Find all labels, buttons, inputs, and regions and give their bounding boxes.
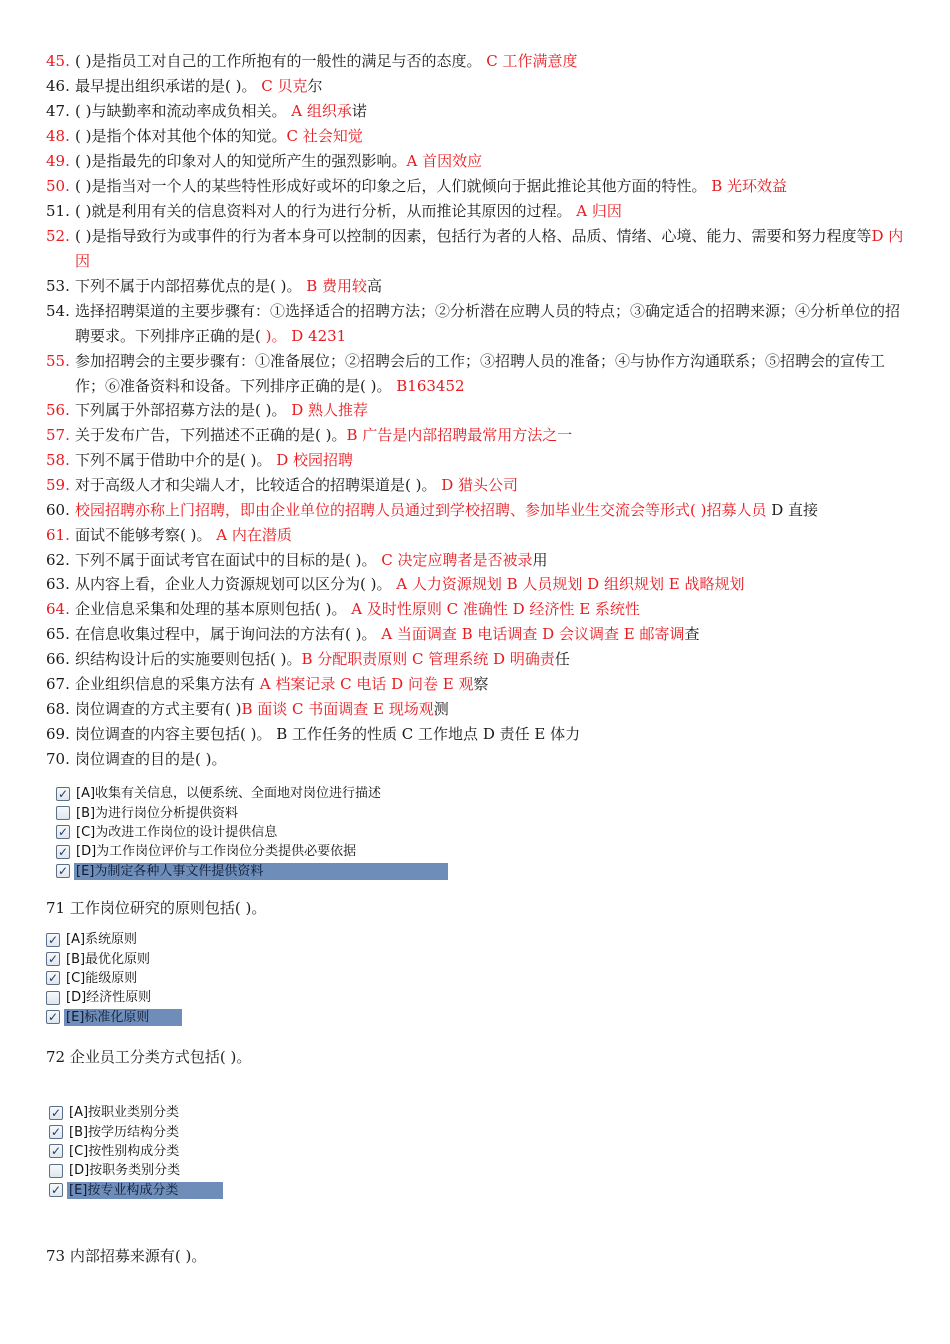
question-item	[46, 572, 906, 597]
question-number: 50.	[46, 177, 70, 195]
question-number: 68.	[46, 700, 70, 718]
answer-text: A 档案记录 C 电话 D 问卷 E 观	[259, 675, 474, 693]
checked-checkbox[interactable]: ✓	[50, 1144, 62, 1159]
question-item	[46, 697, 906, 722]
answer-text: A 首因效应	[406, 152, 483, 170]
answer-text: B 费用较	[306, 277, 368, 295]
question-text: ( )是指导致行为或事件的行为者本身可以控制的因素，包括行为者的人格、品质、情绪、心境、能力、需要和努力程度等	[75, 227, 872, 245]
question-number: 47.	[46, 102, 70, 120]
option-label: [B]按学历结构分类	[69, 1124, 180, 1140]
answer-text: C 工作满意度	[486, 52, 578, 70]
question-text: 下列不属于借助中介的是( )。	[75, 451, 277, 469]
q72-option[interactable]	[49, 1103, 239, 1122]
question-number: 59.	[46, 476, 70, 494]
answer-text: A 内在潜质	[216, 526, 292, 544]
question-number: 60.	[46, 501, 70, 519]
question-item	[46, 672, 906, 697]
q70-option[interactable]	[56, 784, 456, 803]
q71-option[interactable]	[46, 1008, 196, 1027]
question-text: 下列不属于面试考官在面试中的目标的是( )。	[75, 551, 382, 569]
question-number: 55.	[46, 352, 70, 370]
option-label: [E]标准化原则	[64, 1009, 182, 1026]
question-text: 企业信息采集和处理的基本原则包括( )。	[75, 600, 352, 618]
question-72: 72 企业员工分类方式包括( )。	[46, 1048, 252, 1066]
question-text: D 直接	[766, 501, 819, 519]
question-text: 诺	[351, 102, 367, 120]
answer-text: 校园招聘亦称上门招聘，即由企业单位的招聘人员通过到学校招聘、参加毕业生交流会等形式( )招募人员	[75, 501, 767, 519]
question-number: 53.	[46, 277, 70, 295]
q70-option[interactable]	[56, 803, 456, 822]
question-item	[46, 349, 906, 399]
q71-option[interactable]	[46, 949, 196, 968]
answer-text: D 校园招聘	[276, 451, 354, 469]
question-text: 岗位调查的内容主要包括( )。 B 工作任务的性质 C 工作地点 D 责任 E 体力	[75, 725, 581, 743]
checked-checkbox[interactable]: ✓	[47, 1010, 59, 1025]
option-label: [E]为制定各种人事文件提供资料	[74, 863, 448, 880]
option-label: [C]为改进工作岗位的设计提供信息	[76, 824, 278, 840]
answer-text: )。 D 4231	[260, 327, 347, 345]
question-item	[46, 299, 906, 349]
answer-text: A 归因	[576, 202, 622, 220]
question-text: 在信息收集过程中，属于询问法的方法有( )。	[75, 625, 382, 643]
checked-checkbox[interactable]: ✓	[57, 825, 69, 840]
question-item	[46, 74, 906, 99]
question-number: 64.	[46, 600, 70, 618]
question-item	[46, 398, 906, 423]
question-number: 61.	[46, 526, 70, 544]
answer-text: A 及时性原则 C 准确性 D 经济性 E 系统性	[351, 600, 640, 618]
question-text: 关于发布广告，下列描述不正确的是( )。	[75, 426, 347, 444]
question-number: 63.	[46, 575, 70, 593]
option-label: [D]为工作岗位评价与工作岗位分类提供必要依据	[76, 844, 357, 860]
checked-checkbox[interactable]: ✓	[47, 932, 59, 947]
question-text: 岗位调查的目的是( )。	[75, 750, 227, 768]
question-number: 48.	[46, 127, 70, 145]
q70-option[interactable]	[56, 823, 456, 842]
checked-checkbox[interactable]: ✓	[57, 786, 69, 801]
question-item	[46, 199, 906, 224]
question-71: 71 工作岗位研究的原则包括( )。	[46, 899, 267, 917]
q72-option[interactable]	[49, 1181, 239, 1200]
question-number: 57.	[46, 426, 70, 444]
q71-option[interactable]	[46, 988, 196, 1007]
answer-text: B 光环效益	[711, 177, 788, 195]
question-number: 62.	[46, 551, 70, 569]
q70-option[interactable]	[56, 842, 456, 861]
question-item	[46, 523, 906, 548]
answer-text: D 熟人推荐	[291, 401, 369, 419]
unchecked-checkbox[interactable]	[56, 806, 70, 820]
question-number: 54.	[46, 302, 70, 320]
answer-text: C 决定应聘者是否被录	[381, 551, 533, 569]
answer-text: B 面谈 C 书面调查 E 现场观	[241, 700, 434, 718]
question-text: 最早提出组织承诺的是( )。	[75, 77, 262, 95]
question-number: 52.	[46, 227, 70, 245]
question-text: 岗位调查的方式主要有( )	[75, 700, 242, 718]
option-label: [D]经济性原则	[66, 990, 152, 1006]
option-label: [B]为进行岗位分析提供资料	[76, 805, 239, 821]
answer-text: C 贝克	[261, 77, 308, 95]
question-text: ( )与缺勤率和流动率成负相关。	[75, 102, 292, 120]
answer-text: D 猎头公司	[441, 476, 519, 494]
question-number: 56.	[46, 401, 70, 419]
unchecked-checkbox[interactable]	[46, 991, 60, 1005]
question-number: 45.	[46, 52, 70, 70]
q72-option[interactable]	[49, 1142, 239, 1161]
option-label: [E]按专业构成分类	[67, 1182, 223, 1199]
checked-checkbox[interactable]: ✓	[57, 864, 69, 879]
option-label: [C]能级原则	[66, 970, 138, 986]
question-item	[46, 174, 906, 199]
question-item	[46, 448, 906, 473]
question-text: 用	[532, 551, 548, 569]
question-text: ( )是指当对一个人的某些特性形成好或坏的印象之后，人们就倾向于据此推论其他方面的特性。	[75, 177, 712, 195]
checkbox-group-70	[56, 784, 456, 881]
question-number: 65.	[46, 625, 70, 643]
checkbox-group-72	[49, 1103, 239, 1200]
question-text: 下列不属于内部招募优点的是( )。	[75, 277, 307, 295]
checked-checkbox[interactable]: ✓	[50, 1183, 62, 1198]
question-text: 面试不能够考察( )。	[75, 526, 217, 544]
q72-option[interactable]	[49, 1161, 239, 1180]
question-item	[46, 423, 906, 448]
question-item	[46, 49, 906, 74]
question-73: 73 内部招募来源有( )。	[46, 1247, 207, 1265]
checkbox-group-71	[46, 930, 196, 1027]
question-text: 高	[367, 277, 383, 295]
q70-option[interactable]	[56, 862, 456, 881]
question-text: 从内容上看，企业人力资源规划可以区分为( )。	[75, 575, 397, 593]
question-text: ( )是指个体对其他个体的知觉。	[75, 127, 287, 145]
option-label: [A]按职业类别分类	[69, 1105, 180, 1121]
answer-text: B 分配职责原则 C 管理系统 D 明确责	[301, 650, 555, 668]
question-item	[46, 99, 906, 124]
answer-text: A 组织承	[291, 102, 352, 120]
checked-checkbox[interactable]: ✓	[47, 952, 59, 967]
question-item	[46, 747, 906, 772]
question-text: ( )就是利用有关的信息资料对人的行为进行分析，从而推论其原因的过程。	[75, 202, 577, 220]
question-number: 46.	[46, 77, 70, 95]
question-item	[46, 722, 906, 747]
question-text: 参加招聘会的主要步骤有：①准备展位；②招聘会后的工作；③招聘人员的准备；④与协作方沟通联系；⑤招聘会的宣传工作；⑥准备资料和设备。下列排序正确的是( )。	[75, 352, 886, 395]
question-text: 企业组织信息的采集方法有	[75, 675, 260, 693]
checked-checkbox[interactable]: ✓	[50, 1125, 62, 1140]
question-text: 任	[554, 650, 570, 668]
question-text: ( )是指最先的印象对人的知觉所产生的强烈影响。	[75, 152, 407, 170]
answer-text: A 人力资源规划 B 人员规划 D 组织规划 E 战略规划	[396, 575, 745, 593]
question-text: 查	[684, 625, 700, 643]
question-item	[46, 597, 906, 622]
question-text: 下列属于外部招募方法的是( )。	[75, 401, 292, 419]
question-item	[46, 622, 906, 647]
answer-text: B163452	[396, 377, 465, 395]
question-number: 70.	[46, 750, 70, 768]
question-number: 69.	[46, 725, 70, 743]
checked-checkbox[interactable]: ✓	[50, 1105, 62, 1120]
option-label: [D]按职务类别分类	[69, 1163, 181, 1179]
checked-checkbox[interactable]: ✓	[57, 844, 69, 859]
option-label: [B]最优化原则	[66, 951, 151, 967]
unchecked-checkbox[interactable]	[49, 1164, 63, 1178]
q71-option[interactable]	[46, 969, 196, 988]
question-item	[46, 124, 906, 149]
q71-option[interactable]	[46, 930, 196, 949]
question-text: 选择招聘渠道的主要步骤有：①选择适合的招聘方法；②分析潜在应聘人员的特点；③确定适合的招聘来源；④分析单位的招聘要求。下列排序正确的是(	[75, 302, 901, 345]
answer-text: D 内因	[75, 227, 904, 270]
option-label: [A]收集有关信息，以便系统、全面地对岗位进行描述	[76, 786, 382, 802]
question-item	[46, 274, 906, 299]
answer-text: A 当面调查 B 电话调查 D 会议调查 E 邮寄调	[381, 625, 685, 643]
question-text: 测	[433, 700, 449, 718]
question-number: 49.	[46, 152, 70, 170]
question-item	[46, 647, 906, 672]
question-item	[46, 149, 906, 174]
question-item	[46, 224, 906, 274]
option-label: [A]系统原则	[66, 932, 138, 948]
question-number: 58.	[46, 451, 70, 469]
option-label: [C]按性别构成分类	[69, 1143, 180, 1159]
question-number: 66.	[46, 650, 70, 668]
question-text: 察	[473, 675, 489, 693]
question-item	[46, 548, 906, 573]
question-number: 67.	[46, 675, 70, 693]
question-item	[46, 473, 906, 498]
answer-text: B 广告是内部招聘最常用方法之一	[346, 426, 573, 444]
q72-option[interactable]	[49, 1122, 239, 1141]
question-item	[46, 498, 906, 523]
question-text: 尔	[307, 77, 323, 95]
question-number: 51.	[46, 202, 70, 220]
question-text: ( )是指员工对自己的工作所抱有的一般性的满足与否的态度。	[75, 52, 487, 70]
question-text: 对于高级人才和尖端人才，比较适合的招聘渠道是( )。	[75, 476, 442, 494]
checked-checkbox[interactable]: ✓	[47, 971, 59, 986]
question-text: 织结构设计后的实施要则包括( )。	[75, 650, 302, 668]
answer-text: C 社会知觉	[286, 127, 363, 145]
